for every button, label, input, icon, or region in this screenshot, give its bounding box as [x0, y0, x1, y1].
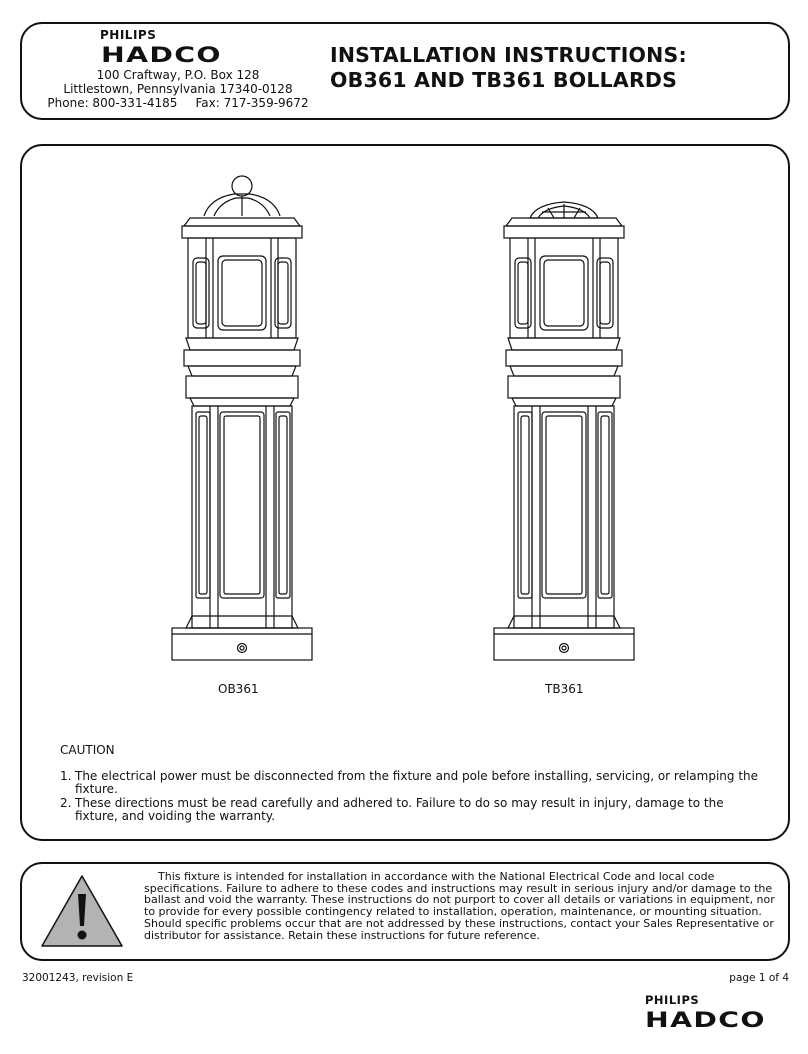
document-number: 32001243, revision E: [22, 972, 134, 984]
hadco-logo: HADCO: [101, 43, 222, 67]
warning-text: This fixture is intended for installation in accordance with the National Electrical Code and local code specifications. Failure to adhere to these codes and instructions may result in serious injury and/or damage to the ballast and void the warranty. These instructions do not purport to cover all details or variations in equipment, nor to provide for every possible contingency related to installation, operation, maintenance, or mounting situation. Should specific problems occur that are not addressed by these instructions, contact your Sales Representative or distributor for assistance. Retain these instructions for future reference.: [144, 870, 775, 942]
caution-item: [60, 797, 760, 822]
caution-item-number: 1.: [60, 769, 72, 783]
caution-item: [60, 770, 760, 795]
contact-line: [40, 96, 316, 110]
caution-item-text: These directions must be read carefully and adhered to. Failure to do so may result in injury, damage to the fixture, and voiding the warranty.: [75, 796, 724, 823]
footer-hadco-logo: HADCO: [645, 1008, 766, 1032]
caution-item-text: The electrical power must be disconnected from the fixture and pole before installing, servicing, or relamping the fixture.: [75, 769, 759, 796]
tb361-bollard: [494, 202, 634, 660]
bollard-illustrations: [170, 168, 640, 668]
phone-number: Phone: 800-331-4185: [47, 96, 178, 110]
document-title-line-1: INSTALLATION INSTRUCTIONS:: [330, 43, 687, 67]
warning-triangle-icon: [38, 872, 126, 950]
address-line-1: 100 Craftway, P.O. Box 128: [96, 68, 260, 82]
caution-item-number: 2.: [60, 796, 72, 810]
page-number: page 1 of 4: [729, 972, 789, 984]
tb361-caption: TB361: [545, 682, 584, 696]
philips-logo: PHILIPS: [100, 28, 157, 42]
ob361-bollard: [172, 176, 312, 660]
address-line-2: Littlestown, Pennsylvania 17340-0128: [63, 82, 293, 96]
caution-heading: CAUTION: [60, 743, 115, 757]
ob361-caption: OB361: [218, 682, 259, 696]
document-title-line-2: OB361 AND TB361 BOLLARDS: [330, 68, 678, 92]
footer-philips-logo: PHILIPS: [645, 993, 700, 1007]
fax-number: Fax: 717-359-9672: [195, 96, 309, 110]
